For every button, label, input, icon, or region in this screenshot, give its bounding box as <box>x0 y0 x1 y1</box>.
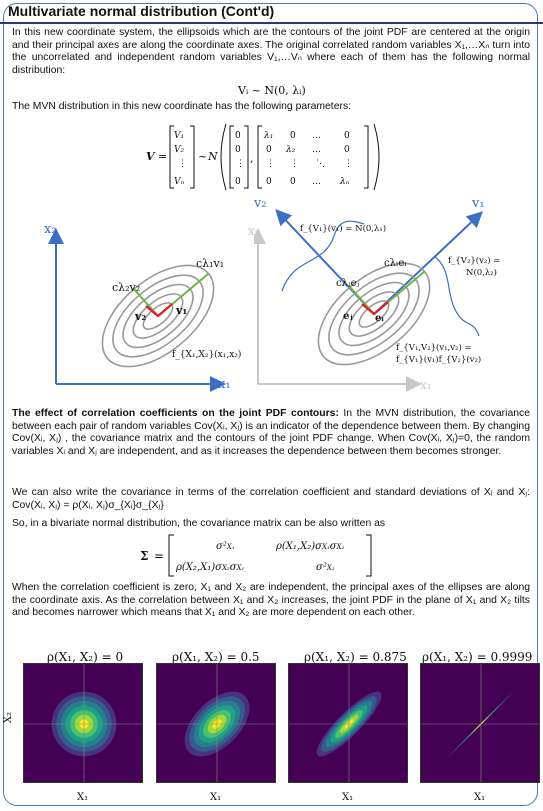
svg-text:σ²X₂: σ²X₂ <box>316 562 335 573</box>
panel-x-label-2: X₁ <box>210 792 222 803</box>
density-panel-rho-0-5 <box>156 663 276 783</box>
right-clej-label: cλⱼeⱼ <box>336 278 360 289</box>
svg-text:…: … <box>312 145 321 155</box>
paragraph-params: The MVN distribution in this new coordinate has the following parameters: <box>12 101 352 112</box>
right-fv2-label-b: N(0,λ₂) <box>466 268 497 278</box>
svg-text:σ²X₁: σ²X₁ <box>216 541 235 552</box>
covariance-matrix-equation <box>136 532 406 578</box>
paragraph-correlation-effect <box>12 408 530 458</box>
panel-title-2: ρ(X₁, X₂) = 0.5 <box>172 650 260 664</box>
paragraph-bivariate: So, in a bivariate normal distribution, the covariance matrix can be also written as <box>12 518 386 529</box>
right-ej-label: eⱼ <box>343 311 353 322</box>
svg-text:0: 0 <box>290 131 296 141</box>
svg-text:⋮: ⋮ <box>344 159 353 169</box>
paragraph-covariance: We can also write the covariance in terms of the correlation coefficient and standard deviations of Xᵢ and Xⱼ: Cov(Xᵢ, Xⱼ) = ρ(Xᵢ, Xⱼ)σ_{Xᵢ}σ_{Xⱼ} <box>12 487 530 511</box>
svg-text:~: ~ <box>198 150 208 163</box>
left-cl1v1-label: cλ₁v₁ <box>196 257 225 270</box>
svg-text:λₙ: λₙ <box>340 177 350 187</box>
svg-text:…: … <box>312 131 321 141</box>
svg-text:V: V <box>146 150 155 163</box>
right-fv1-label: f_{V₁}(v₁) = N(0,λ₁) <box>300 224 387 234</box>
svg-text:0: 0 <box>235 177 241 187</box>
svg-text:⋱: ⋱ <box>316 159 325 169</box>
correlated-contour-diagram <box>40 218 260 393</box>
left-cl2v2-label: cλ₂v₂ <box>112 281 141 294</box>
correlation-text: In the MVN distribution, the covariance between each pair of random variables Cov(Xᵢ, Xⱼ) is an indicator of the dependence between them. By changing Cov(Xᵢ, Xⱼ) , the covariance matrix and the contours of the joint PDF change. When Cov(Xᵢ, Xⱼ)=0, the random variables Xᵢ and Xⱼ are independent, and as it increases the dependence between them becomes stronger. <box>12 408 530 457</box>
svg-text:V₂: V₂ <box>174 145 185 155</box>
svg-text:ρ(X₁,X₂)σX₁σX₂: ρ(X₁,X₂)σX₁σX₂ <box>276 541 345 552</box>
right-joint-label-a: f_{V₁,V₂}(v₁,v₂) = <box>396 343 472 353</box>
svg-text:,: , <box>250 152 254 165</box>
left-v1-label: v₁ <box>176 304 188 317</box>
svg-text:⋮: ⋮ <box>236 159 245 169</box>
svg-text:0: 0 <box>235 131 241 141</box>
right-clel-label: cλₗeₗ <box>384 258 407 269</box>
svg-text:⋮: ⋮ <box>178 159 187 169</box>
svg-text:0: 0 <box>344 131 350 141</box>
panel-title-4: ρ(X₁, X₂) = 0.9999 <box>422 650 533 664</box>
svg-text:⋮: ⋮ <box>290 159 299 169</box>
right-x1-axis-label: x₁ <box>420 378 432 392</box>
svg-text:=: = <box>154 549 165 563</box>
right-v1-axis-label: v₁ <box>472 196 485 211</box>
panel-x-label-3: X₁ <box>342 792 354 803</box>
left-pdf-label: f_{X₁,X₂}(x₁,x₂) <box>172 350 242 360</box>
paragraph-intro: In this new coordinate system, the ellipsoids which are the contours of the joint PDF are centered at the origin and their principal axes are along the coordinate axes. The original correlated random variables X₁,…Xₙ turn into the uncorrelated and independent random variables V₁,…Vₙ where each of them has the following normal distribution: <box>12 27 530 76</box>
panel-title-3: ρ(X₁, X₂) = 0.875 <box>304 650 407 664</box>
left-x2-axis-label: x₂ <box>44 222 57 237</box>
panel-title-1: ρ(X₁, X₂) = 0 <box>47 650 124 664</box>
right-v2-axis-label: v₂ <box>254 196 267 211</box>
density-panel-rho-0-875 <box>288 663 408 783</box>
left-v2-label: v₂ <box>135 310 147 323</box>
svg-text:…: … <box>312 177 321 187</box>
panel-y-axis-label: X₂ <box>3 711 15 724</box>
svg-text:0: 0 <box>344 145 350 155</box>
svg-text:V₁: V₁ <box>174 131 185 141</box>
svg-text:0: 0 <box>266 177 272 187</box>
svg-text:Σ: Σ <box>140 549 149 563</box>
svg-text:⋮: ⋮ <box>266 159 275 169</box>
svg-text:N: N <box>208 150 218 163</box>
title-rule <box>0 22 543 24</box>
density-panel-rho-0-9999 <box>420 663 540 783</box>
right-ei-label: eᵢ <box>375 313 384 324</box>
decorrelated-contour-diagram <box>254 196 534 396</box>
svg-text:=: = <box>158 150 168 163</box>
page-title: Multivariate normal distribution (Cont'd) <box>8 3 275 19</box>
panel-x-label-4: X₁ <box>474 792 486 803</box>
svg-text:0: 0 <box>290 177 296 187</box>
eq-vi: Vᵢ ~ N(0, λᵢ) <box>238 84 306 97</box>
right-fv2-label-a: f_{V₂}(v₂) = <box>448 256 501 266</box>
svg-text:λ₂: λ₂ <box>286 145 296 155</box>
density-panel-rho-0 <box>23 663 143 783</box>
svg-text:Vₙ: Vₙ <box>174 177 185 187</box>
right-x2-axis-label: x₂ <box>248 224 260 238</box>
svg-text:λ₁: λ₁ <box>264 131 274 141</box>
left-x1-axis-label: x₁ <box>218 377 231 392</box>
panel-background <box>421 664 540 783</box>
panel-x-label-1: X₁ <box>77 792 89 803</box>
svg-text:0: 0 <box>266 145 272 155</box>
mvn-parameter-equation <box>140 122 400 192</box>
correlation-heading: The effect of correlation coefficients on the joint PDF contours: <box>12 408 339 419</box>
paragraph-conclusion: When the correlation coefficient is zero, X₁ and X₂ are independent, the principal axes of the ellipses are along the coordinate axis. As the correlation between X₁ and X₂ increases, the joint PDF in the plane of X₁ and X₂ tilts and becomes narrower which means that X₁ and X₂ are more dependent on each other. <box>12 582 530 619</box>
svg-text:ρ(X₂,X₁)σX₂σX₁: ρ(X₂,X₁)σX₂σX₁ <box>176 562 245 573</box>
svg-text:0: 0 <box>235 145 241 155</box>
right-joint-label-b: f_{V₁}(v₁)f_{V₂}(v₂) <box>396 355 482 365</box>
